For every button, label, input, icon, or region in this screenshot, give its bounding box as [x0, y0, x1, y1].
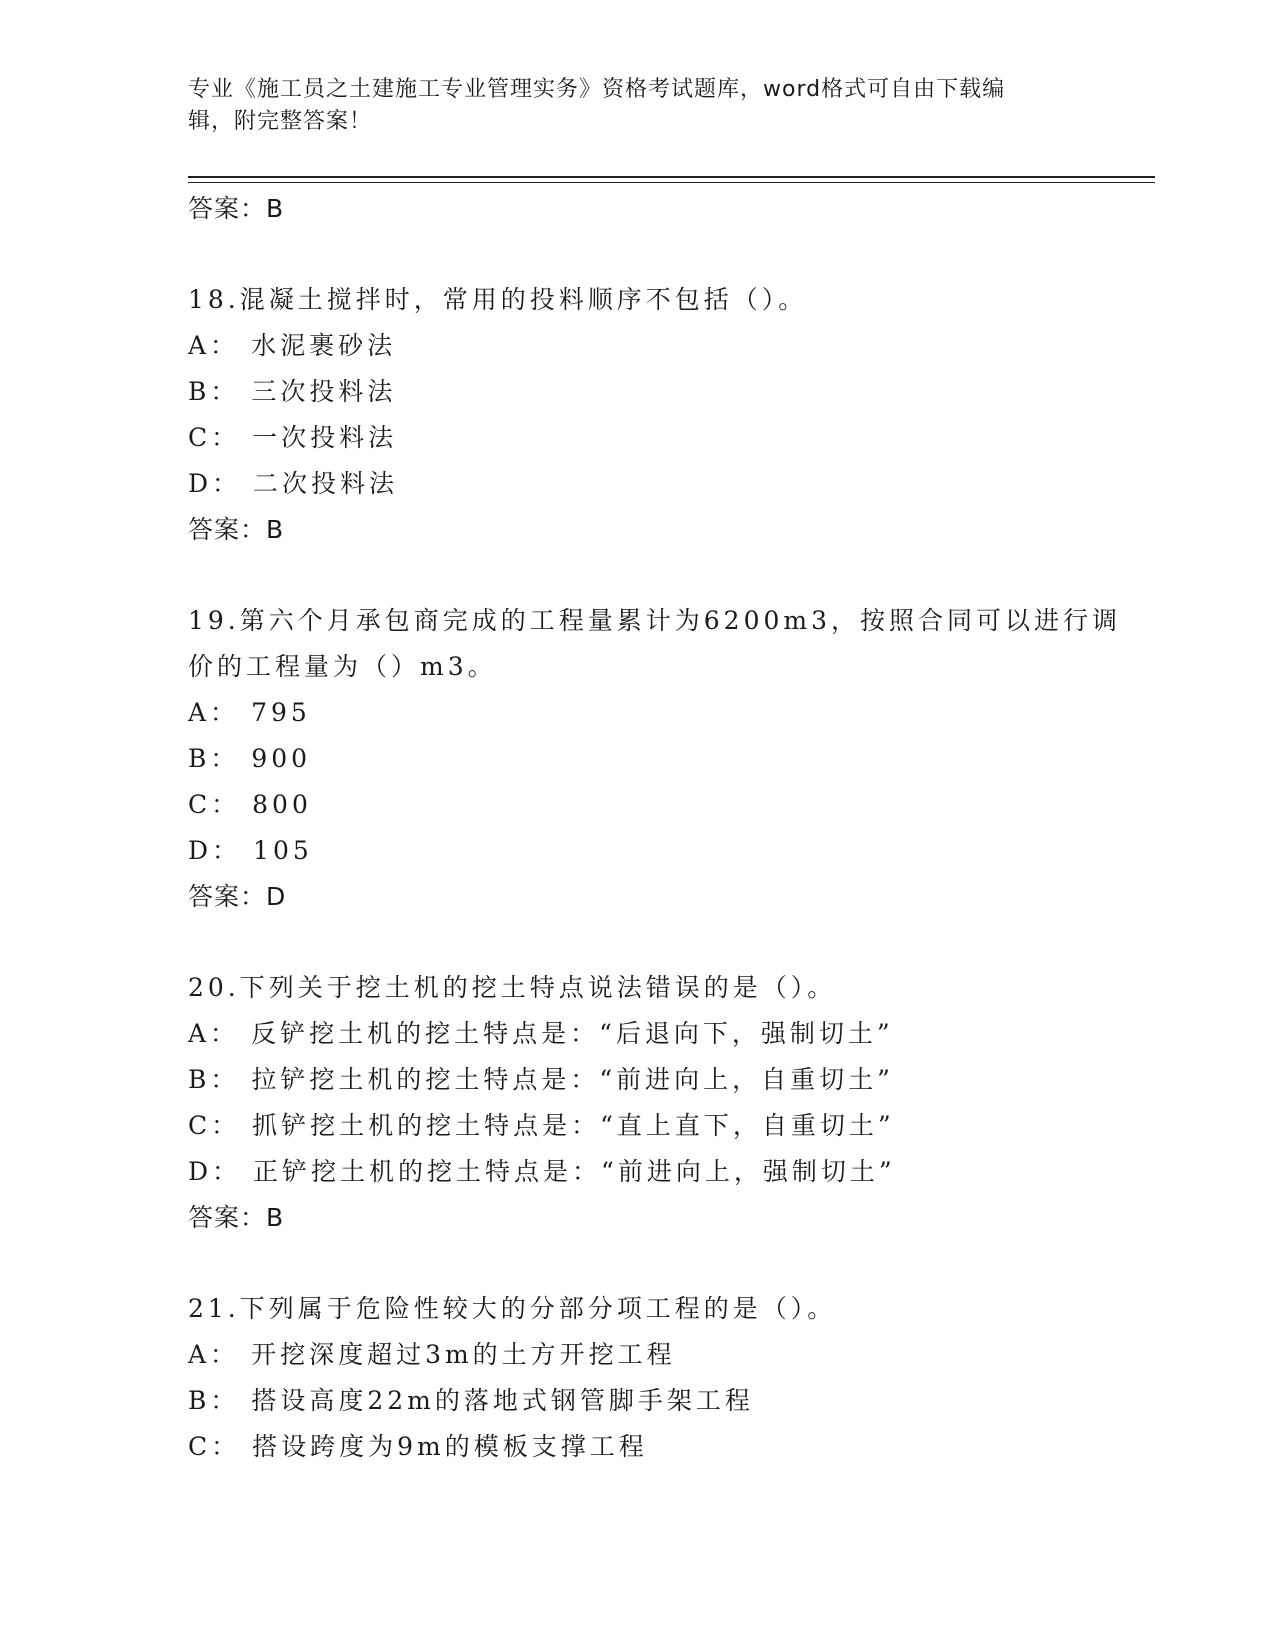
question-block — [188, 1286, 1148, 1470]
header-line-2: 辑，附完整答案！ — [188, 109, 373, 134]
option-text: 105 — [253, 836, 313, 865]
question-option — [188, 690, 1148, 736]
question-option — [188, 1149, 1148, 1195]
option-label: B： — [188, 1065, 240, 1094]
question-answer — [188, 1195, 1148, 1241]
option-text: 一次投料法 — [252, 423, 398, 452]
option-text: 三次投料法 — [251, 377, 397, 406]
option-label: A： — [188, 698, 240, 727]
question-block — [188, 598, 1148, 920]
question-stem: 18.混凝土搅拌时，常用的投料顺序不包括（）。 — [188, 285, 808, 314]
option-label: D： — [188, 1157, 242, 1186]
question-stem: 价的工程量为（）m3。 — [188, 652, 497, 681]
answer-value: B — [266, 515, 285, 544]
question-option — [188, 1103, 1148, 1149]
question-spacer — [188, 232, 1148, 277]
question-answer — [188, 874, 1148, 920]
option-label: C： — [188, 1432, 241, 1461]
question-option — [188, 369, 1148, 415]
question-stem: 19.第六个月承包商完成的工程量累计为6200m3，按照合同可以进行调 — [188, 606, 1121, 635]
option-label: B： — [188, 744, 240, 773]
question-option — [188, 1011, 1148, 1057]
question-option — [188, 461, 1148, 507]
answer-value: B — [266, 1203, 285, 1232]
question-spacer — [188, 553, 1148, 598]
answer-label: 答案： — [188, 882, 267, 911]
question-option — [188, 1057, 1148, 1103]
option-label: B： — [188, 1386, 240, 1415]
question-answer — [188, 507, 1148, 553]
option-label: A： — [188, 1340, 240, 1369]
option-text: 水泥裹砂法 — [251, 331, 397, 360]
question-stem: 20.下列关于挖土机的挖土特点说法错误的是（）。 — [188, 973, 837, 1002]
option-text: 反铲挖土机的挖土特点是：“后退向下，强制切土” — [251, 1019, 894, 1048]
question-option — [188, 1378, 1148, 1424]
option-label: D： — [188, 469, 242, 498]
answer-value: D — [266, 882, 287, 911]
option-label: A： — [188, 331, 240, 360]
question-option — [188, 828, 1148, 874]
option-label: A： — [188, 1019, 240, 1048]
option-text: 搭设跨度为9m的模板支撑工程 — [252, 1432, 648, 1461]
answer-label: 答案： — [188, 194, 267, 223]
option-text: 拉铲挖土机的挖土特点是：“前进向上，自重切土” — [251, 1065, 894, 1094]
option-label: C： — [188, 790, 241, 819]
answer-label: 答案： — [188, 1203, 267, 1232]
questions-container — [188, 232, 1148, 1470]
option-label: B： — [188, 377, 240, 406]
header-divider-thick — [188, 176, 1155, 178]
answer-label: 答案： — [188, 515, 267, 544]
option-label: C： — [188, 423, 241, 452]
answer-value: B — [266, 194, 285, 223]
option-text: 800 — [252, 790, 312, 819]
question-option — [188, 323, 1148, 369]
question-option — [188, 415, 1148, 461]
question-block — [188, 965, 1148, 1241]
previous-answer — [188, 186, 1148, 232]
question-option — [188, 1424, 1148, 1470]
option-text: 二次投料法 — [253, 469, 399, 498]
question-option — [188, 782, 1148, 828]
option-label: C： — [188, 1111, 241, 1140]
option-text: 抓铲挖土机的挖土特点是：“直上直下，自重切土” — [252, 1111, 895, 1140]
question-spacer — [188, 920, 1148, 965]
option-label: D： — [188, 836, 242, 865]
question-list — [188, 186, 1148, 1470]
header-line-1: 专业《施工员之土建施工专业管理实务》资格考试题库，word格式可自由下载编 — [188, 77, 1006, 102]
question-stem: 21.下列属于危险性较大的分部分项工程的是（）。 — [188, 1294, 837, 1323]
question-spacer — [188, 1241, 1148, 1286]
header-divider-thin — [188, 182, 1155, 183]
question-option — [188, 736, 1148, 782]
option-text: 900 — [251, 744, 312, 773]
option-text: 搭设高度22m的落地式钢管脚手架工程 — [251, 1386, 754, 1415]
option-text: 开挖深度超过3m的土方开挖工程 — [251, 1340, 676, 1369]
question-block — [188, 277, 1148, 553]
document-header — [188, 74, 1088, 138]
question-option — [188, 1332, 1148, 1378]
option-text: 795 — [251, 698, 311, 727]
option-text: 正铲挖土机的挖土特点是：“前进向上，强制切土” — [253, 1157, 896, 1186]
